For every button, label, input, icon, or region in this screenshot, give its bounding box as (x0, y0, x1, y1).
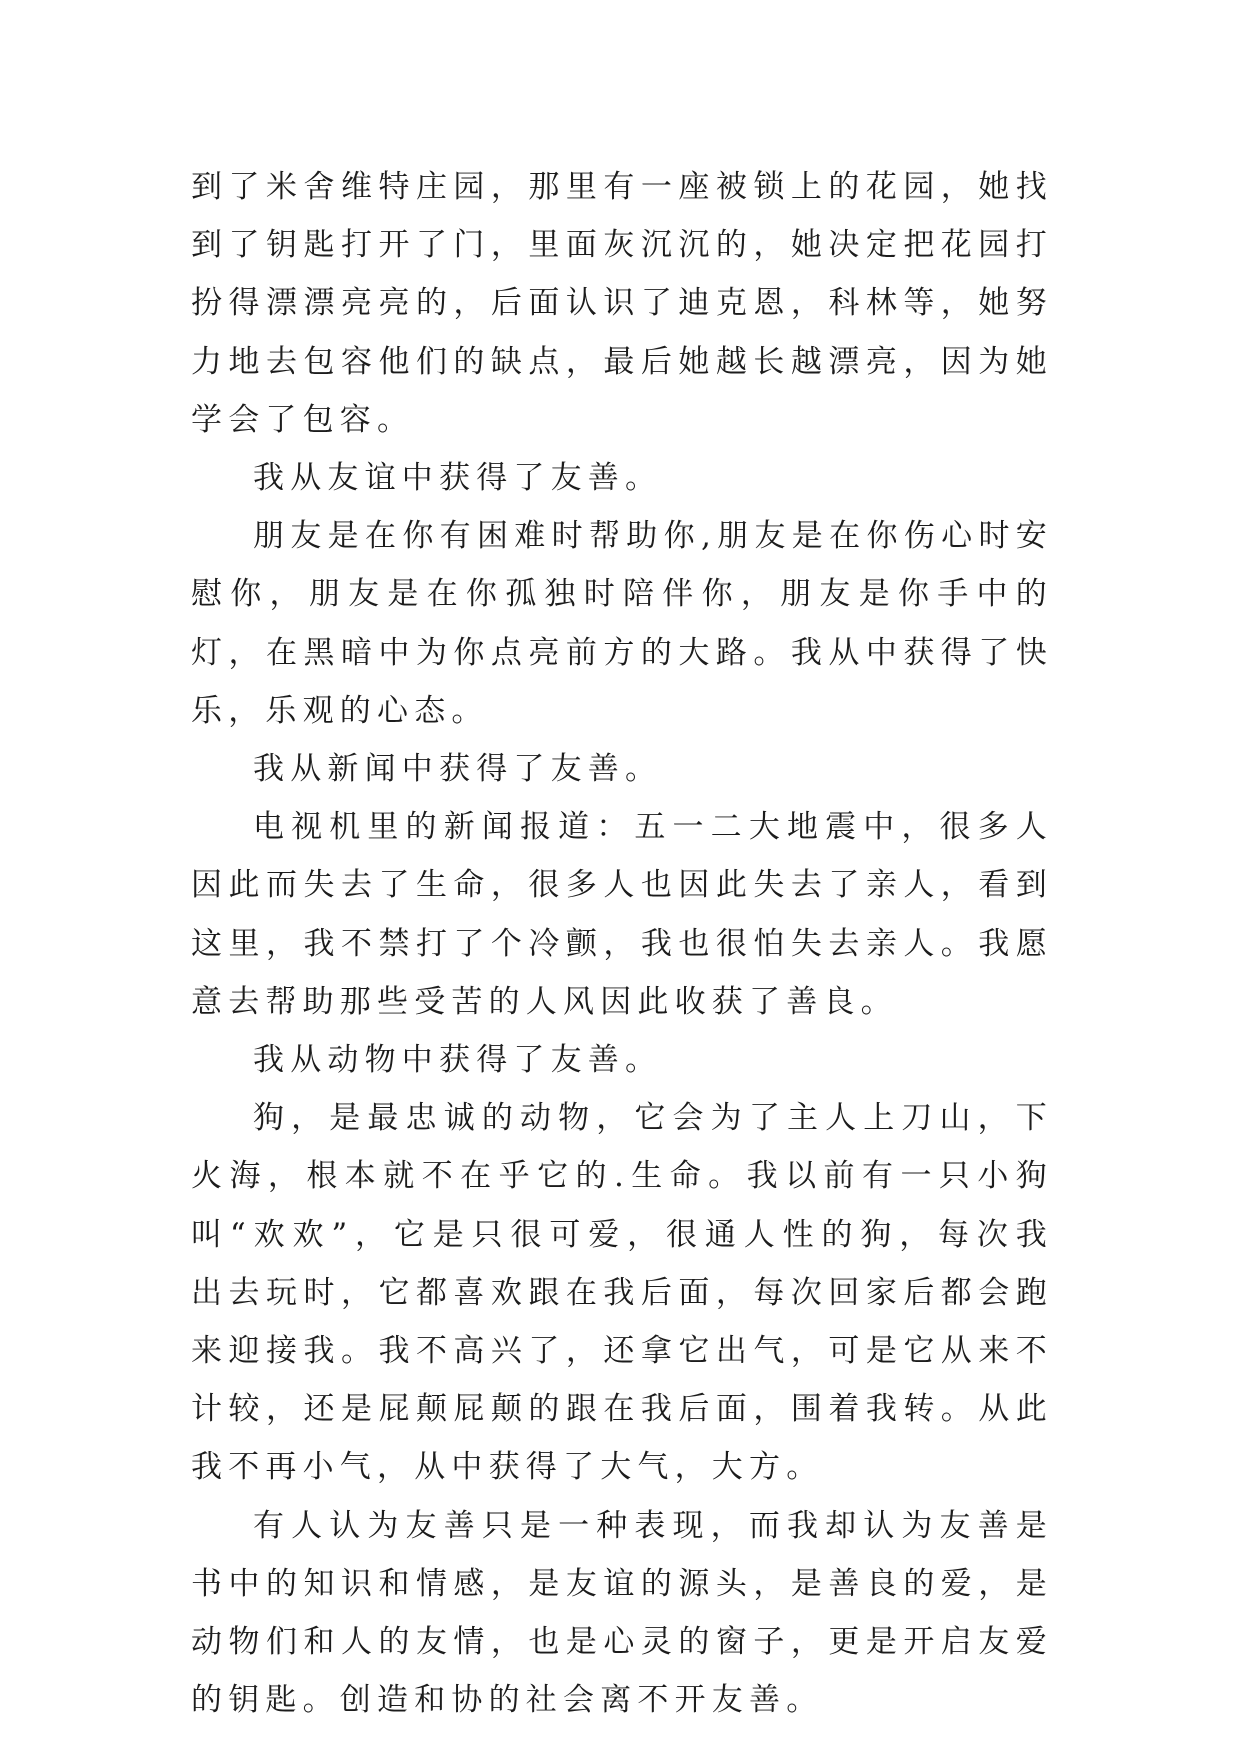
paragraph-news: 电视机里的新闻报道：五一二大地震中，很多人因此而失去了生命，很多人也因此失去了亲人，看到这里，我不禁打了个冷颤，我也很怕失去亲人。我愿意去帮助那些受苦的人风因此收获了善良。 (191, 809, 1053, 1020)
paragraph-animals-heading: 我从动物中获得了友善。 (253, 1042, 663, 1079)
paragraph-conclusion: 有人认为友善只是一种表现，而我却认为友善是书中的知识和情感，是友谊的源头，是善良的爱，是动物们和人的友情，也是心灵的窗子，更是开启友爱的钥匙。创造和协的社会离不开友善。 (191, 1507, 1053, 1719)
paragraph-animals: 狗，是最忠诚的动物，它会为了主人上刀山，下火海，根本就不在乎它的.生命。我以前有一只小狗叫“欢欢”，它是只很可爱，很通人性的狗，每次我出去玩时，它都喜欢跟在我后面，每次回家后都会跑来迎接我。我不高兴了，还拿它出气，可是它从来不计较，还是屁颠屁颠的跟在我后面，围着我转。从此我不再小气，从中获得了大气，大方。 (191, 1100, 1053, 1486)
paragraph-news-heading: 我从新闻中获得了友善。 (253, 751, 663, 788)
paragraph-friendship: 朋友是在你有困难时帮助你,朋友是在你伤心时安慰你，朋友是在你孤独时陪伴你，朋友是你手中的灯，在黑暗中为你点亮前方的大路。我从中获得了快乐，乐观的心态。 (191, 518, 1053, 729)
paragraph-friendship-heading: 我从友谊中获得了友善。 (253, 460, 663, 497)
paragraph-continuation: 到了米舍维特庄园，那里有一座被锁上的花园，她找到了钥匙打开了门，里面灰沉沉的，她决定把花园打扮得漂漂亮亮的，后面认识了迪克恩，科林等，她努力地去包容他们的缺点，最后她越长越漂亮，因为她学会了包容。 (191, 169, 1053, 438)
essay-body (191, 158, 1053, 1729)
